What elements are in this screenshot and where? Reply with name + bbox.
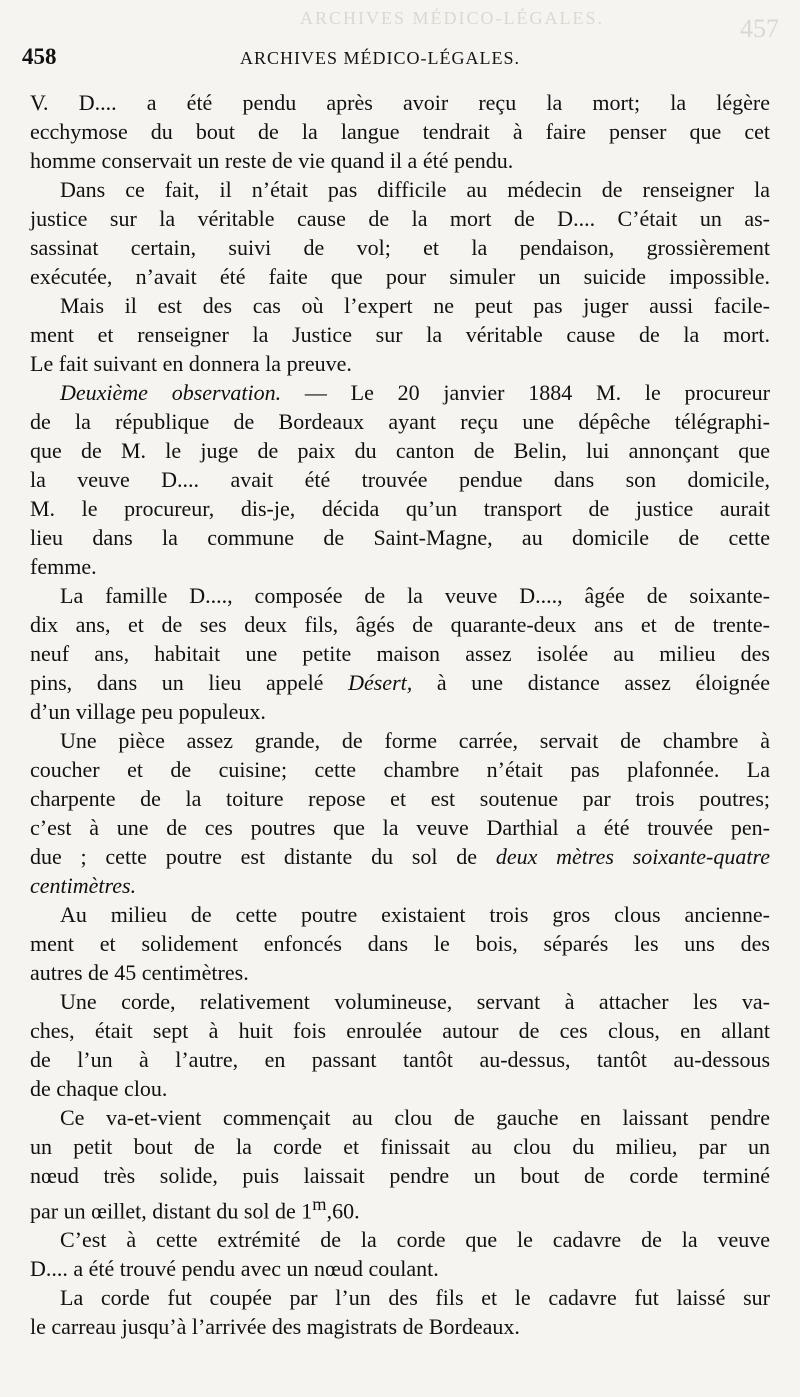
text-line: La corde fut coupée par l’un des fils et le cadavre fut laissé sur (60, 1285, 770, 1311)
paragraph-2 (30, 175, 770, 291)
text-line: neuf ans, habitait une petite maison assez isolée au milieu des (30, 641, 770, 666)
text-fragment: due ; cette poutre est distante du sol de (30, 844, 496, 869)
paragraph-5 (30, 581, 770, 726)
text-line: C’est à cette extrémité de la corde que le cadavre de la veuve (60, 1227, 770, 1253)
text-line: homme conservait un reste de vie quand il a été pendu. (30, 148, 514, 173)
text-line: exécutée, n’avait été faite que pour simuler un suicide impossible. (30, 264, 770, 289)
bleed-through-page-number: 457 (740, 14, 779, 43)
text-line: ecchymose du bout de la langue tendrait à faire penser que cet (30, 119, 770, 144)
text-line (30, 668, 770, 697)
text-line: le carreau jusqu’à l’arrivée des magistrats de Bordeaux. (30, 1314, 520, 1340)
text-line: Mais il est des cas où l’expert ne peut pas juger aussi facile- (60, 293, 770, 318)
text-line: Une corde, relativement volumineuse, servant à attacher les va- (60, 989, 770, 1014)
body-text (30, 88, 770, 1341)
text-line: ment et renseigner la Justice sur la véritable cause de la mort. (30, 322, 770, 347)
paragraph-8 (30, 987, 770, 1103)
text-line: femme. (30, 554, 97, 579)
italic-place-name: Désert, (348, 670, 413, 695)
text-line: V. D.... a été pendu après avoir reçu la mort; la légère (30, 90, 770, 115)
text-line: Une pièce assez grande, de forme carrée, servait de chambre à (60, 728, 770, 753)
text-line: charpente de la toiture repose et est soutenue par trois poutres; (30, 786, 770, 811)
paragraph-3 (30, 291, 770, 378)
italic-heading: Deuxième observation. (60, 380, 282, 405)
paragraph-9 (30, 1103, 770, 1225)
text-line: ment et solidement enfoncés dans le bois, séparés les uns des (30, 931, 770, 956)
text-line: que de M. le juge de paix du canton de Belin, lui annonçant que (30, 438, 770, 463)
text-line: coucher et de cuisine; cette chambre n’était pas plafonnée. La (30, 757, 770, 782)
paragraph-10 (30, 1225, 770, 1283)
italic-measurement: centimètres. (30, 873, 137, 898)
paragraph-11 (30, 1283, 770, 1341)
text-fragment: par un œillet, distant du sol de 1 (30, 1198, 313, 1224)
text-line: de la république de Bordeaux ayant reçu une dépêche télégraphi- (30, 409, 770, 434)
text-line: de l’un à l’autre, en passant tantôt au-dessus, tantôt au-dessous (30, 1047, 770, 1072)
text-line: La famille D...., composée de la veuve D...., âgée de soixante- (60, 583, 770, 608)
text-line: ches, était sept à huit fois enroulée autour de ces clous, en allant (30, 1018, 770, 1043)
text-fragment: à une distance assez éloignée (412, 670, 770, 695)
text-line (30, 378, 770, 407)
page-header (0, 40, 800, 80)
paragraph-7 (30, 900, 770, 987)
text-line: nœud très solide, puis laissait pendre un bout de corde terminé (30, 1163, 770, 1188)
text-line: D.... a été trouvé pendu avec un nœud coulant. (30, 1256, 439, 1282)
text-line (30, 871, 770, 900)
text-line: d’un village peu populeux. (30, 699, 266, 724)
paragraph-4 (30, 378, 770, 581)
text-line: justice sur la véritable cause de la mort de D.... C’était un as- (30, 206, 770, 231)
text-line: Au milieu de cette poutre existaient trois gros clous ancienne- (60, 902, 770, 927)
paragraph-1 (30, 88, 770, 175)
text-line: lieu dans la commune de Saint-Magne, au domicile de cette (30, 525, 770, 550)
text-line: sassinat certain, suivi de vol; et la pendaison, grossièrement (30, 235, 770, 260)
text-fragment: — Le 20 janvier 1884 M. le procureur (281, 380, 771, 405)
page-number: 458 (22, 44, 57, 69)
text-line (30, 1190, 770, 1225)
text-line: c’est à une de ces poutres que la veuve Darthial a été trouvée pen- (30, 815, 770, 840)
text-line (30, 842, 770, 871)
text-fragment: pins, dans un lieu appelé (30, 670, 324, 695)
text-fragment: ,60. (326, 1198, 360, 1224)
bleed-through-running-head: ARCHIVES MÉDICO-LÉGALES. (300, 8, 604, 28)
text-line: de chaque clou. (30, 1076, 168, 1101)
text-line: Dans ce fait, il n’était pas difficile au médecin de renseigner la (60, 177, 770, 202)
text-line: M. le procureur, dis-je, décida qu’un transport de justice aurait (30, 496, 770, 521)
text-line: la veuve D.... avait été trouvée pendue dans son domicile, (30, 467, 770, 492)
paragraph-6 (30, 726, 770, 900)
text-line: Le fait suivant en donnera la preuve. (30, 351, 352, 376)
text-line: dix ans, et de ses deux fils, âgés de quarante-deux ans et de trente- (30, 612, 770, 637)
text-line: un petit bout de la corde et finissait au clou du milieu, par un (30, 1134, 770, 1159)
text-line: Ce va-et-vient commençait au clou de gauche en laissant pendre (60, 1105, 770, 1130)
text-line: autres de 45 centimètres. (30, 960, 249, 985)
italic-measurement: deux mètres soixante-quatre (495, 844, 770, 869)
superscript-unit: m (312, 1194, 327, 1214)
running-head: ARCHIVES MÉDICO-LÉGALES. (240, 48, 520, 68)
